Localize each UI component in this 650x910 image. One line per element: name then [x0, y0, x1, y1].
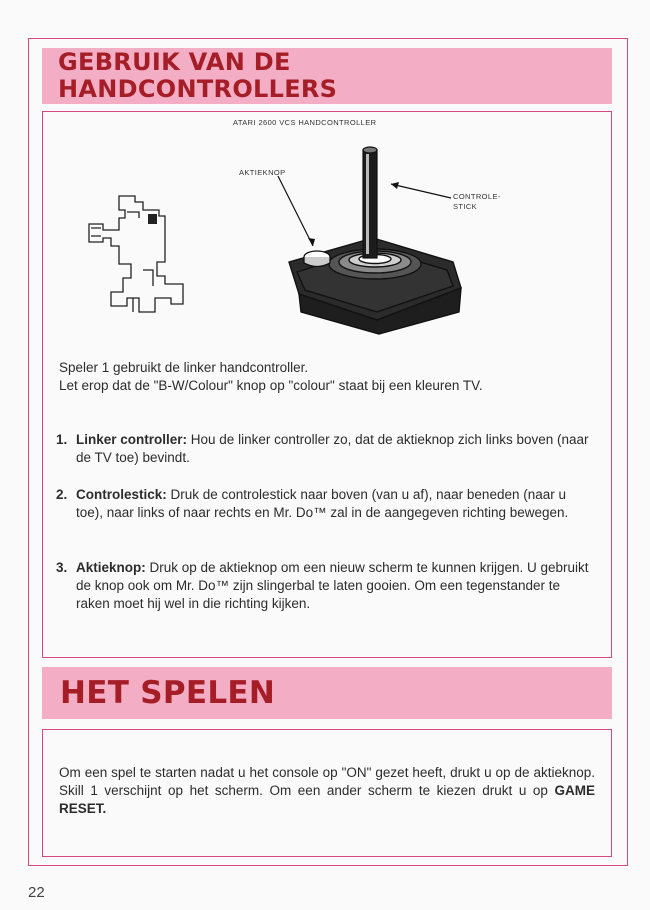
list-item	[56, 431, 596, 467]
title-line-1: GEBRUIK VAN DE	[58, 48, 291, 76]
intro-line-2: Let erop dat de "B-W/Colour" knop op "colour" staat bij een kleuren TV.	[59, 378, 483, 393]
item-number: 1.	[56, 432, 68, 447]
title-line-2: HANDCONTROLLERS	[58, 75, 338, 103]
item-text: Druk op de aktieknop om een nieuw scherm te kunnen krijgen. U gebruikt de knop ook om Mr. Do™ zijn slingerbal te laten gooien. Om een tegenstander te raken moet hij wel in die richting kijken.	[76, 560, 589, 611]
list-item	[56, 486, 596, 522]
action-button-figure	[304, 251, 330, 267]
item-label: Controlestick:	[76, 487, 167, 502]
section-title-band-controllers	[42, 48, 612, 104]
label-aktieknop: AKTIEKNOP	[239, 168, 286, 177]
item-number: 3.	[56, 560, 68, 575]
label-controlestick-1: CONTROLE-	[453, 192, 501, 201]
page-number: 22	[28, 884, 45, 901]
het-spelen-box	[42, 729, 612, 857]
item-number: 2.	[56, 487, 68, 502]
intro-line-1: Speler 1 gebruikt de linker handcontroller.	[59, 360, 309, 375]
het-spelen-paragraph	[59, 764, 595, 818]
label-controlestick-2: STICK	[453, 202, 478, 211]
mr-do-character-figure	[89, 196, 183, 312]
intro-paragraph	[59, 359, 595, 395]
controllers-box	[42, 111, 612, 658]
list-item	[56, 559, 596, 613]
game-reset-text: GAME RESET.	[59, 783, 595, 816]
item-label: Aktieknop:	[76, 560, 146, 575]
mr-do-eye-mark	[148, 214, 157, 224]
item-text: Druk de controlestick naar boven (van u af), naar beneden (naar u toe), naar links of naar rechts en Mr. Do™ zal in de aangegeven richting bewegen.	[76, 487, 569, 520]
item-text: Hou de linker controller zo, dat de aktieknop zich links boven (naar de TV toe) bevindt.	[76, 432, 589, 465]
joystick-illustration	[43, 112, 611, 337]
section-title-het-spelen: HET SPELEN	[60, 675, 276, 711]
illustration-caption: ATARI 2600 VCS HANDCONTROLLER	[233, 118, 377, 127]
item-label: Linker controller:	[76, 432, 188, 447]
section-title-controllers	[58, 49, 337, 103]
stick-shaft	[363, 147, 377, 258]
het-spelen-text: Om een spel te starten nadat u het console op "ON" gezet heeft, drukt u op de aktieknop. Skill 1 verschijnt op het scherm. Om een ander scherm te kiezen drukt u op	[59, 765, 595, 798]
section-title-band-het-spelen	[42, 667, 612, 719]
